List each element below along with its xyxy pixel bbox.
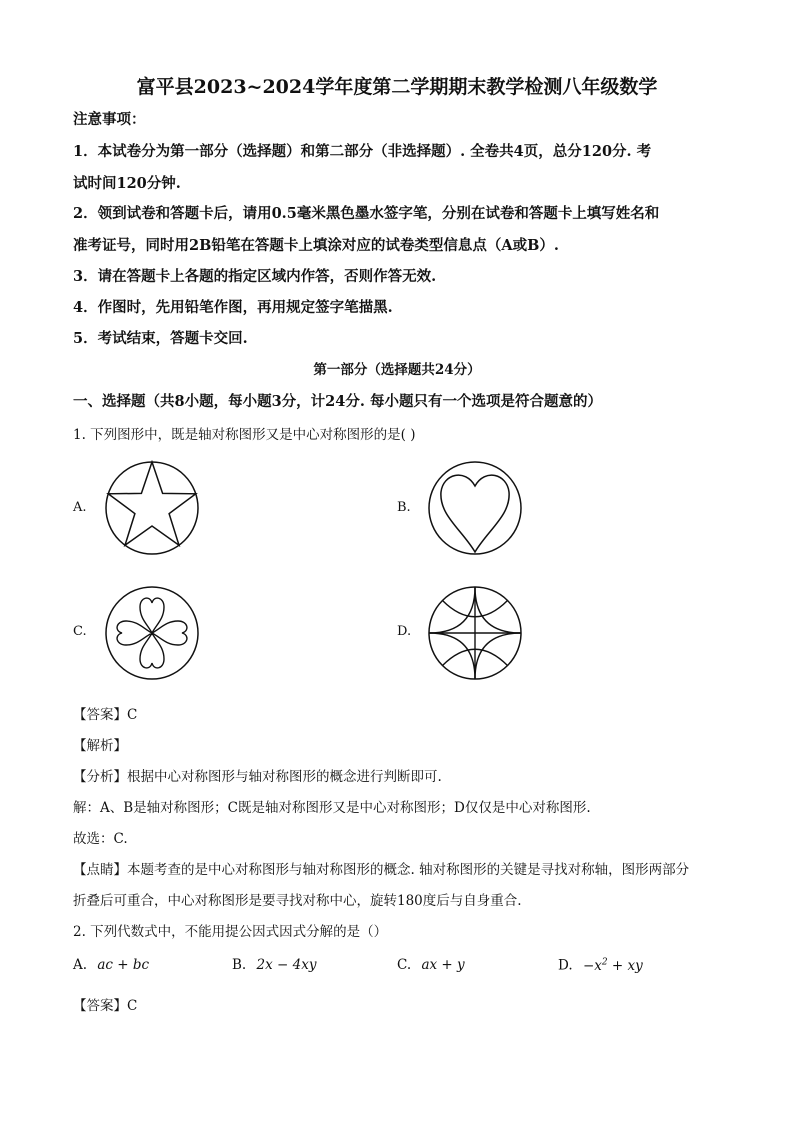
q2-option-c-label: C. bbox=[397, 957, 412, 973]
q2-option-d bbox=[558, 957, 643, 974]
note-line-2: 试时间120分钟. bbox=[73, 175, 181, 192]
q1-analysis-label: 【解析】 bbox=[73, 738, 127, 754]
q1-choose: 故选：C. bbox=[73, 831, 128, 847]
notes-heading: 注意事项： bbox=[73, 111, 146, 128]
q1-option-a-label: A. bbox=[73, 500, 87, 515]
note-line-5: 3．请在答题卡上各题的指定区域内作答，否则作答无效. bbox=[73, 268, 437, 285]
page-title: 富平县2023~2024学年度第二学期期末教学检测八年级数学 bbox=[136, 76, 658, 98]
part1-heading: 第一部分（选择题共24分） bbox=[313, 362, 481, 378]
q2-option-c-expr: ax + y bbox=[421, 957, 465, 973]
q2-option-b bbox=[232, 957, 316, 973]
q2-option-d-expr: $-x^2$ + xy bbox=[582, 957, 643, 974]
note-line-4: 准考证号，同时用2B铅笔在答题卡上填涂对应的试卷类型信息点（A或B）. bbox=[73, 237, 559, 254]
q2-answer: 【答案】C bbox=[73, 998, 138, 1014]
q2-option-a bbox=[73, 957, 149, 973]
q2-option-d-label: D. bbox=[558, 957, 573, 974]
note-line-6: 4．作图时，先用铅笔作图，再用规定签字笔描黑. bbox=[73, 299, 393, 316]
q1-option-d-label: D. bbox=[397, 624, 412, 639]
q2-option-b-label: B. bbox=[232, 957, 247, 973]
star-in-circle-icon bbox=[104, 460, 200, 556]
q2-stem: 2. 下列代数式中，不能用提公因式因式分解的是（） bbox=[73, 924, 388, 940]
q2-option-b-expr: 2x − 4xy bbox=[256, 957, 317, 973]
q1-comment-line-1: 【点睛】本题考查的是中心对称图形与轴对称图形的概念. 轴对称图形的关键是寻找对称轴，图形两部分 bbox=[73, 862, 690, 878]
q1-option-c-label: C. bbox=[73, 624, 87, 639]
q2-option-c bbox=[397, 957, 465, 973]
note-line-7: 5．考试结束，答题卡交回. bbox=[73, 330, 248, 347]
four-hearts-in-circle-icon bbox=[104, 585, 200, 681]
q1-answer: 【答案】C bbox=[73, 707, 138, 723]
q1-option-b-label: B. bbox=[397, 500, 411, 515]
section-heading: 一、选择题（共8小题，每小题3分，计24分. 每小题只有一个选项是符合题意的） bbox=[73, 393, 602, 410]
note-line-3: 2．领到试卷和答题卡后，请用0.5毫米黑色墨水签字笔，分别在试卷和答题卡上填写姓名和 bbox=[73, 205, 660, 222]
note-line-1: 1．本试卷分为第一部分（选择题）和第二部分（非选择题）. 全卷共4页，总分120分. 考 bbox=[73, 143, 652, 160]
q1-stem: 1. 下列图形中，既是轴对称图形又是中心对称图形的是( ) bbox=[73, 427, 416, 443]
arcs-in-circle-icon bbox=[427, 585, 523, 681]
q1-comment-line-2: 折叠后可重合，中心对称图形是要寻找对称中心，旋转180度后与自身重合. bbox=[73, 893, 522, 909]
q2-option-a-label: A. bbox=[73, 957, 88, 973]
q2-option-a-expr: ac + bc bbox=[97, 957, 150, 973]
q1-fenxi: 【分析】根据中心对称图形与轴对称图形的概念进行判断即可. bbox=[73, 769, 442, 785]
q1-solution: 解：A、B是轴对称图形；C既是轴对称图形又是中心对称图形；D仅仅是中心对称图形. bbox=[73, 800, 591, 816]
heart-in-circle-icon bbox=[427, 460, 523, 556]
